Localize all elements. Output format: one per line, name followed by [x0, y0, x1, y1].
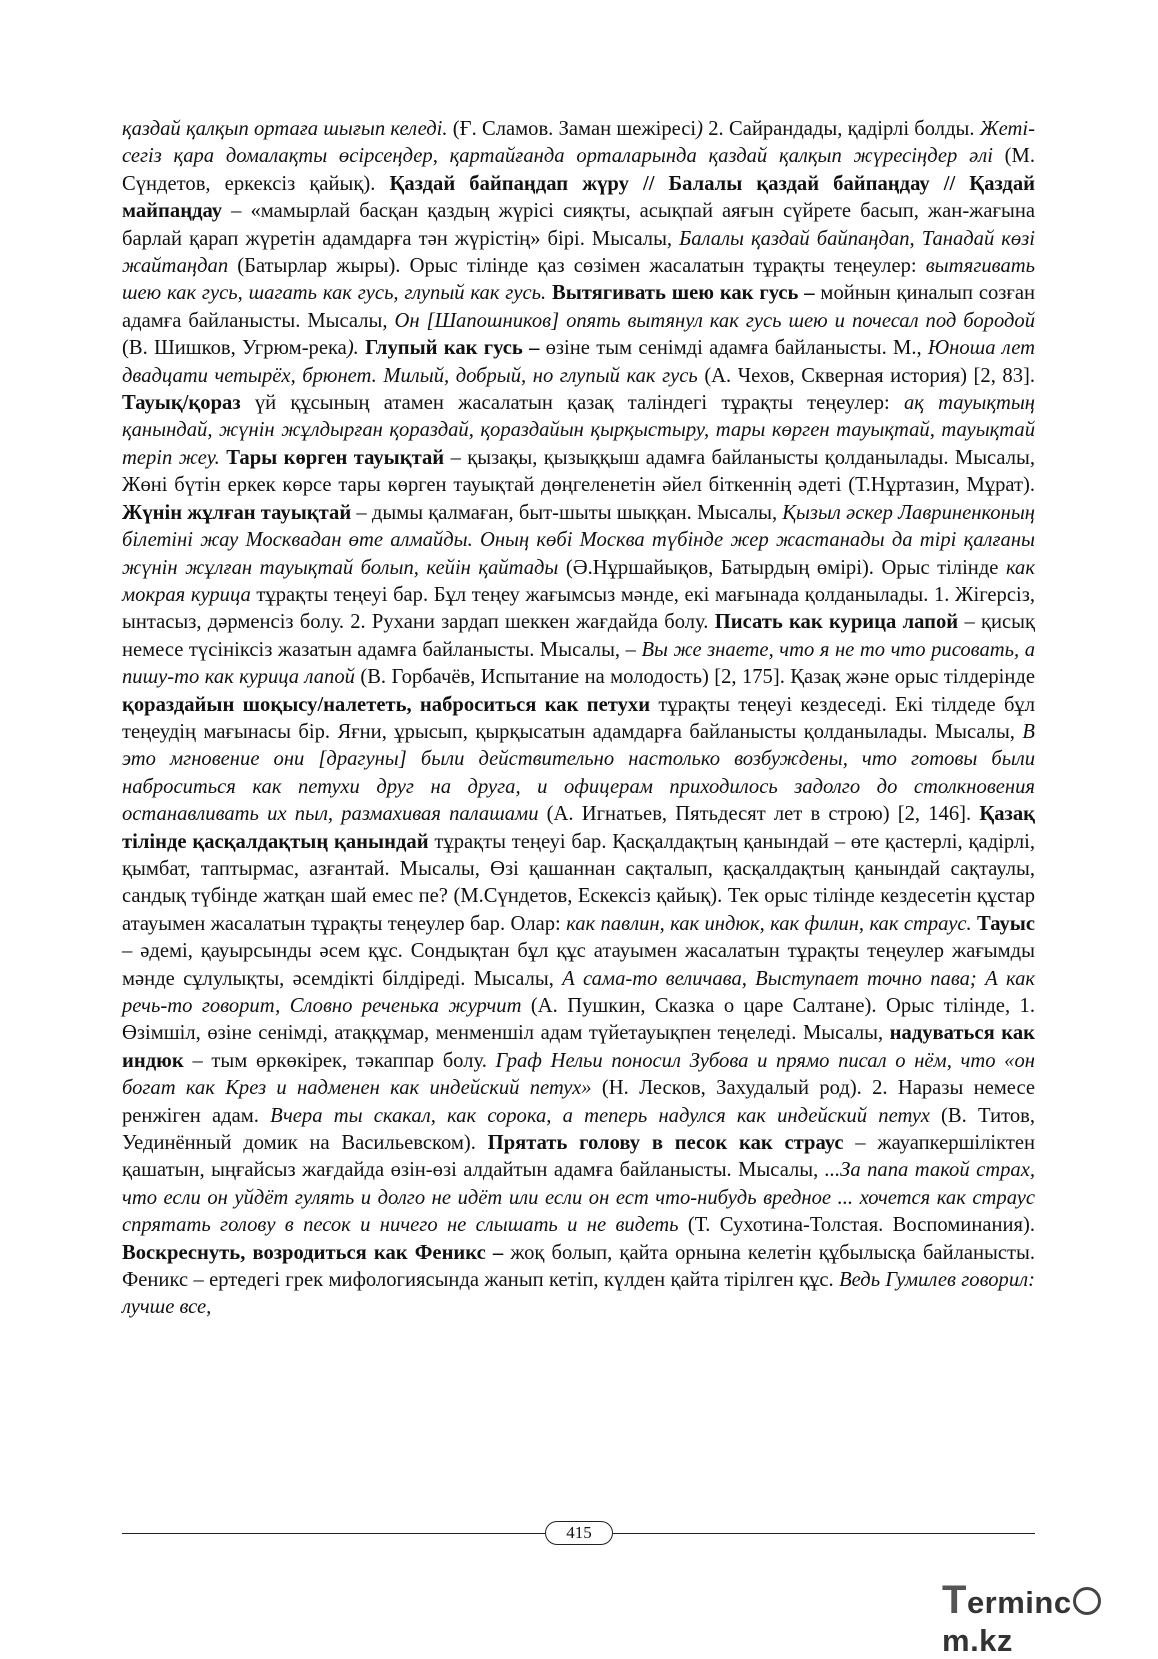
text-run: 2. Сайрандады, қадірлі болды. — [703, 118, 980, 140]
italic-run: – Вы же знаете, что я не то что рисовать, а пишу-то как курица лапой — [122, 638, 1035, 689]
italic-run: ақ тауықтың қанындай, жүнін жұлдырған қораздай, қораздайын қырқыстыру, тары көрген тауықтай, тауықтай теріп жеу. — [122, 392, 1036, 469]
text-run: тұрақты теңеуі бар. Бұл теңеу жағымсыз мәнде, екі мағынада қолданылады. 1. Жігерсіз, ынтасыз, дәрменсіз болу. 2. Рухани зардап шеккен жағдайда болу. — [122, 583, 1035, 634]
italic-run: Вчера ты скакал, как сорока, а теперь надулся как индейский петух — [270, 1104, 930, 1127]
bold-run: Тары көрген тауықтай — [226, 446, 445, 469]
paragraph — [122, 116, 1035, 1322]
italic-run: как мокрая курица — [122, 556, 1035, 606]
italic-run: Юноша лет двадцати четырёх, брюнет. Милый, добрый, но глупый как гусь — [122, 337, 1035, 387]
text-run: – тым өркөкірек, тәкаппар болу. — [183, 1049, 496, 1072]
bold-run: надуваться как индюк — [122, 1022, 1035, 1072]
italic-run: Жеті-сегіз қара домалақты өсірсеңдер, қартайғанда орталарында қаздай қалқып жүресіңдер әлі — [122, 118, 1035, 168]
body-text — [122, 116, 1035, 1322]
text-run: (Т. Сухотина-Толстая. Воспоминания). — [678, 1214, 1035, 1237]
italic-run: А сама-то величава, Выступает точно пава; А как речь-то говорит, Словно реченька журчит — [122, 967, 1035, 1017]
text-run: – қызақы, қызыққыш адамға байланысты қолданылады. Мысалы, Жөні бүтін еркек көрсе тары көрген тауықтай дөңгеленетін әйел біткеннің әдеті (Т.Нұртазин, Мұрат). — [122, 446, 1036, 497]
text-run: (А. Пушкин, Сказка о царе Салтане). Орыс тілінде, 1. Өзімшіл, өзіне сенімді, атаққұмар, менменшіл адам түйетауықпен теңеледі. Мысалы, — [122, 995, 1035, 1045]
text-run: (Ғ. Сламов. Заман шежіресі — [447, 118, 697, 140]
bold-run: Жүнін жұлған тауықтай — [122, 501, 352, 524]
bold-run: Воскреснуть, возродиться как Феникс – — [122, 1241, 504, 1264]
text-run: – әдемі, қауырсынды әсем құс. Сондықтан бұл құс атауымен жасалатын тұрақты теңеулер жағымды мәнде сұлулықты, әсемдікті білдіреді. Мысалы, — [122, 940, 1035, 990]
bold-run: Писать как курица лапой — [714, 611, 959, 634]
italic-run: қаздай қалқып ортаға шығып келеді. — [122, 118, 448, 140]
bold-run: Глупый как гусь – — [365, 337, 540, 360]
watermark-suffix: m.kz — [942, 1623, 1013, 1658]
text-run: (В. Горбачёв, Испытание на молодость) [2, 175]. Қазақ және орыс тілдерінде — [354, 666, 1036, 689]
bold-run: Қаздай байпаңдап жүру // Балалы қаздай байпаңдау // Қаздай майпаңдау — [122, 172, 1035, 223]
text-run: (В. Шишков, Угрюм-река — [122, 337, 347, 360]
italic-run: как павлин, как индюк, как филин, как страус. — [566, 912, 972, 935]
watermark-prefix: T — [942, 1578, 967, 1622]
bold-run: қораздайын шоқысу/налететь, наброситься как петухи — [122, 693, 651, 716]
text-run: (Батырлар жыры). Орыс тілінде қаз сөзімен жасалатын тұрақты теңеулер: — [228, 255, 926, 278]
watermark-middle: erminc — [966, 1585, 1072, 1620]
text-run: – қисық немесе түсініксіз жазатын адамға байланысты. Мысалы, — [122, 611, 1035, 661]
text-run: (В. Титов, Уединённый домик на Васильевском). — [122, 1104, 1035, 1155]
text-run: (А. Игнатьев, Пятьдесят лет в строю) [2, 146]. — [538, 803, 980, 826]
bold-run: Қазақ тілінде қасқалдақтың қанындай — [122, 803, 1035, 853]
text-run: жоқ болып, қайта орнына келетін құбылысқа байланысты. Феникс – ертедегі грек мифологиясында жанып кетіп, күлден қайта тірілген құс. — [122, 1241, 1035, 1292]
italic-run: ). — [346, 337, 359, 360]
footer-rule-left — [122, 1533, 545, 1534]
italic-run: Ведь Гумилев говорил: лучше все, — [122, 1269, 1035, 1319]
text-run: (Ә.Нұршайықов, Батырдың өмірі). Орыс тілінде — [558, 556, 1006, 579]
italic-run: Он [Шапошников] опять вытянул как гусь шею и почесал под бородой — [394, 309, 1035, 332]
text-run: мойнын қиналып созған адамға байланысты. Мысалы, — [122, 282, 1036, 332]
watermark-ring-icon — [1073, 1587, 1101, 1615]
italic-run: , Балалы қаздай байпаңдап, Танадай көзі жайтаңдап — [122, 227, 1035, 278]
bold-run: Тауық/қораз — [122, 392, 241, 415]
italic-run: Граф Нельи поносил Зубова и прямо писал о нём, что «он богат как Крез и надменен как индейский петух» — [122, 1049, 1035, 1100]
text-run: тұрақты теңеуі бар. Қасқалдақтың қанындай – өте қастерлі, қадірлі, қымбат, таптырмас, азғантай. Мысалы, Өзі қашаннан сақталып, қасқалдақтың қанындай сақтаулы, сандық түбінде жатқан шай емес пе? (М.Сүндетов, Ескексіз қайық). Тек орыс тілінде кездесетін құстар атауымен жасалатын тұрақты теңеулер бар. Олар: — [122, 830, 1035, 935]
text-run: – жауапкершіліктен қашатын, ыңғайсыз жағдайда өзін-өзі алдайтын адамға байланысты. Мысалы, — [122, 1132, 1035, 1182]
bold-run: Вытягивать шею как гусь – — [551, 282, 815, 305]
footer-rule-right — [613, 1533, 1035, 1534]
text-run: (Н. Лесков, Захудалый род). 2. Наразы немесе ренжіген адам. — [122, 1077, 1035, 1127]
text-run: тұрақты теңеуі кездеседі. Екі тілдеде бұл теңеудің мағынасы бір. Яғни, ұрысып, қырқысатын адамдарға байланысты қолданылады. Мысалы, — [122, 693, 1035, 743]
text-run: (А. Чехов, Скверная история) [2, 83]. — [697, 364, 1036, 387]
bold-run: Прятать голову в песок как страус — [487, 1132, 844, 1155]
text-run: (М. Сүндетов, еркексіз қайық). — [122, 145, 1035, 195]
page-number: 415 — [545, 1521, 613, 1545]
italic-run: ...За папа такой страх, что если он уйдёт гулять и долго не идёт или если он ест что-нибудь вредное ... хочется как страус спрятать голову в песок и ничего не слышать и не видеть — [122, 1159, 1035, 1237]
italic-run: Қызыл әскер Лавриненконың білетіні жау Москвадан өте алмайды. Оның көбі Москва түбінде жер жастанады да тірі қалғаны жүнін жұлған тауықтай болып, кейін қайтады — [122, 501, 1035, 579]
text-run: өзіне тым сенімді адамға байланысты. М., — [539, 337, 928, 360]
text-run: – дымы қалмаған, быт-шыты шыққан. Мысалы, — [351, 501, 783, 524]
bold-run: Тауыс — [977, 912, 1035, 935]
text-run: үй құсының атамен жасалатын қазақ таліндегі тұрақты теңеулер: — [240, 392, 904, 415]
watermark-logo — [942, 1578, 1158, 1659]
italic-run: вытягивать шею как гусь, шагать как гусь, глупый как гусь. — [122, 255, 1035, 305]
italic-run: ) — [696, 118, 703, 140]
text-run: – «мамырлай басқан қаздың жүрісі сияқты, асықпай аяғын сүйрете басып, жан-жағына барлай қарап жүретін адамдарға тән жүрістің» бірі. Мысалы — [122, 200, 1035, 250]
italic-run: В это мгновение они [драгуны] были действительно настолько возбуждены, что готовы были наброситься как петухи друг на друга, и офицерам приходилось задолго до столкновения останавливать их пыл, размахивая палашами — [122, 720, 1035, 826]
